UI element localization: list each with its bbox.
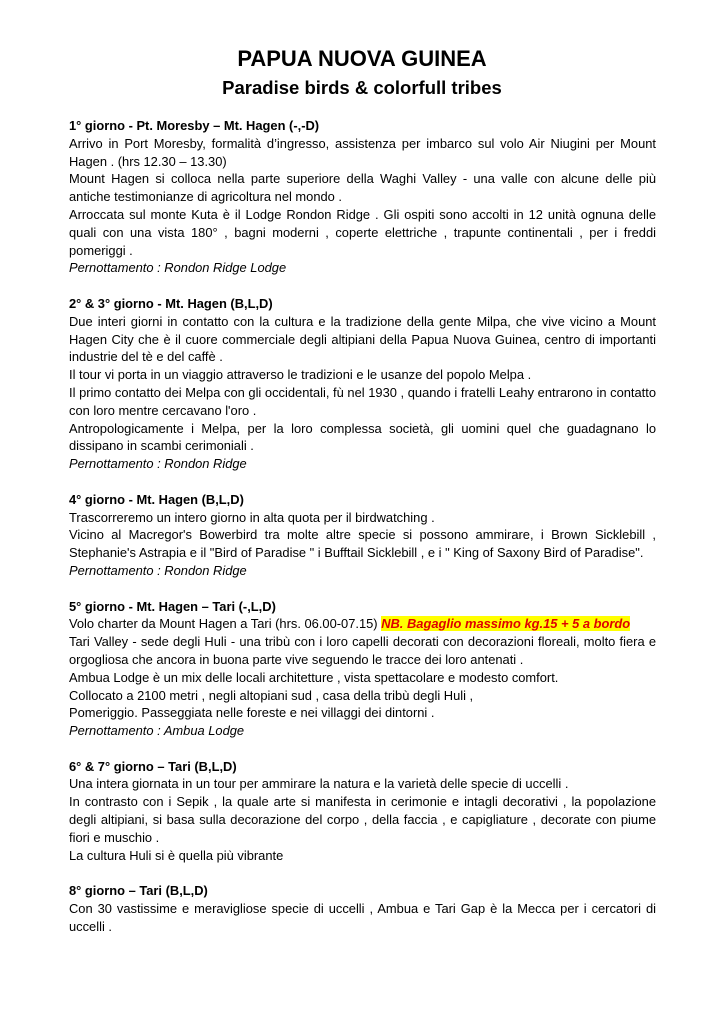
- day-4-section: [69, 491, 656, 580]
- flight-text: Volo charter da Mount Hagen a Tari (hrs. 06.00-07.15): [69, 616, 382, 632]
- overnight-note: Pernottamento : Rondon Ridge Lodge: [69, 260, 287, 276]
- day-paragraph: Trascorreremo un intero giorno in alta quota per il birdwatching .: [69, 509, 435, 525]
- day-paragraph: Con 30 vastissime e meravigliose specie di uccelli , Ambua e Tari Gap è la Mecca per i cercatori di uccelli .: [69, 901, 656, 934]
- day-paragraph: Il tour vi porta in un viaggio attraverso le tradizioni e le usanze del popolo Melpa .: [69, 367, 532, 383]
- day-paragraph: Pomeriggio. Passeggiata nelle foreste e nei villaggi dei dintorni .: [69, 705, 435, 721]
- day-paragraph: Vicino al Macregor's Bowerbird tra molte altre specie si possono ammirare, i Brown Sicklebill , Stephanie's Astrapia e il "Bird of Paradise " i Bufftail Sicklebill , e i " King of Saxony Bird of Paradise".: [69, 527, 656, 561]
- day-paragraph: Arrivo in Port Moresby, formalità d’ingresso, assistenza per imbarco sul volo Air Niugini per Mount Hagen . (hrs 12.30 – 13.30): [69, 135, 656, 169]
- day-paragraph: La cultura Huli si è quella più vibrante: [69, 847, 284, 863]
- day-paragraph: Il primo contatto dei Melpa con gli occidentali, fù nel 1930 , quando i fratelli Leahy entrarono in contatto con loro mentre cercavano l'oro .: [69, 384, 656, 418]
- day-2-3-section: [69, 295, 656, 473]
- day-heading: 5° giorno - Mt. Hagen – Tari (-,L,D): [69, 598, 276, 614]
- day-paragraph: Collocato a 2100 metri , negli altopiani sud , casa della tribù degli Huli ,: [69, 687, 474, 703]
- itinerary-content: [69, 117, 656, 953]
- day-5-section: [69, 598, 656, 740]
- day-heading: 4° giorno - Mt. Hagen (B,L,D): [69, 491, 244, 507]
- day-paragraph: Arroccata sul monte Kuta è il Lodge Rondon Ridge . Gli ospiti sono accolti in 12 unità ognuna delle quali con una vista 180° , bagni moderni , coperte elettriche , trapunte continentali , per i freddi pomeriggi .: [69, 206, 656, 258]
- day-paragraph: Ambua Lodge è un mix delle locali architetture , vista spettacolare e modesto comfort.: [69, 669, 559, 685]
- day-8-section: [69, 882, 656, 935]
- document-subtitle: Paradise birds & colorfull tribes: [222, 77, 502, 98]
- day-paragraph: Mount Hagen si colloca nella parte superiore della Waghi Valley - una valle con alcune delle più antiche testimonianze di agricoltura nel mondo .: [69, 171, 656, 205]
- day-paragraph: Antropologicamente i Melpa, per la loro complessa società, gli uomini quel che guadagnano lo dissipano in scambi cerimoniali .: [69, 420, 656, 454]
- overnight-note: Pernottamento : Rondon Ridge: [69, 562, 247, 578]
- day-heading: 6° & 7° giorno – Tari (B,L,D): [69, 758, 237, 774]
- day-paragraph: In contrasto con i Sepik , la quale arte si manifesta in cerimonie e intagli decorativi , la popolazione degli altipiani, si basa sulla decorazione del corpo , della faccia , e capigliature , decorate con piume fiori e muschio .: [69, 794, 656, 845]
- baggage-note-highlight: NB. Bagaglio massimo kg.15 + 5 a bordo: [381, 616, 631, 632]
- document-title: PAPUA NUOVA GUINEA: [237, 46, 487, 71]
- day-heading: 8° giorno – Tari (B,L,D): [69, 883, 208, 899]
- day-heading: 1° giorno - Pt. Moresby – Mt. Hagen (-,-D): [69, 118, 320, 133]
- overnight-note: Pernottamento : Ambua Lodge: [69, 723, 245, 739]
- day-paragraph: Tari Valley - sede degli Huli - una tribù con i loro capelli decorati con decorazioni floreali, molto fiera e orgogliosa che ancora in buona parte vive seguendo le tracce dei loro antenati .: [69, 634, 656, 667]
- day-heading: 2° & 3° giorno - Mt. Hagen (B,L,D): [69, 295, 273, 311]
- day-paragraph: Due interi giorni in contatto con la cultura e la tradizione della gente Milpa, che vive vicino a Mount Hagen City che è il cuore commerciale degli altipiani della Papua Nuova Guinea, centro di importanti industrie del tè e del caffè .: [69, 313, 656, 365]
- overnight-note: Pernottamento : Rondon Ridge: [69, 456, 247, 472]
- flight-paragraph: [69, 615, 656, 633]
- day-6-7-section: [69, 758, 656, 865]
- day-1-section: [69, 117, 656, 277]
- day-paragraph: Una intera giornata in un tour per ammirare la natura e la varietà delle specie di uccelli .: [69, 776, 569, 792]
